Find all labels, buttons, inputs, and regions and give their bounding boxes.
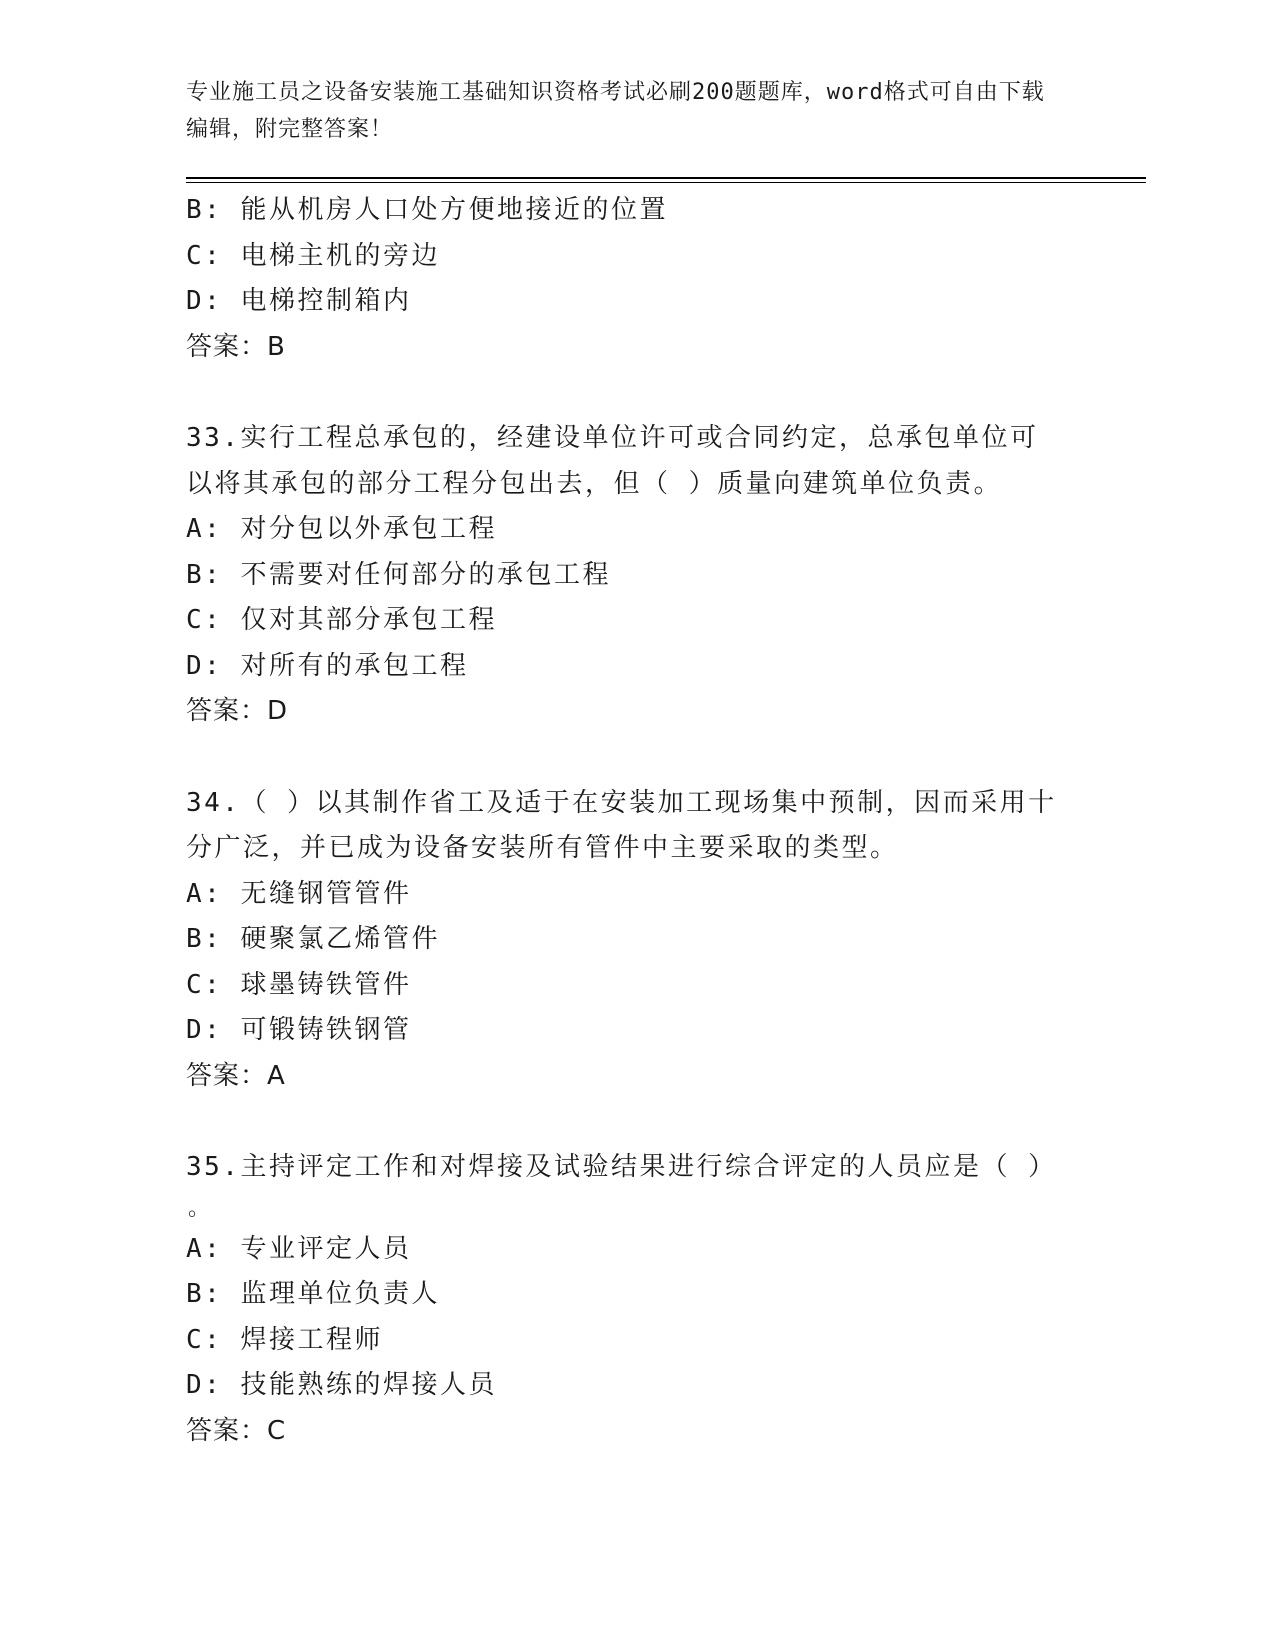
option-d: D: 电梯控制箱内 [186,286,412,316]
question-35 [186,1145,1086,1454]
option-b: B: 硬聚氯乙烯管件 [186,924,440,954]
header-rule-thick [186,177,1146,179]
answer: 答案：A [186,1060,286,1091]
option-c: C: 电梯主机的旁边 [186,240,440,271]
spacer [186,735,1086,781]
header-rule-thin [186,182,1146,183]
answer: 答案：C [186,1415,287,1446]
option-c: C: 仅对其部分承包工程 [186,605,497,635]
question-32-tail [186,188,1086,370]
option-a: A: 对分包以外承包工程 [186,514,497,544]
question-text: 33.实行工程总承包的，经建设单位许可或合同约定，总承包单位可以将其承包的部分工程分包出去，但（ ）质量向建筑单位负责。 [186,423,1039,499]
option-a: A: 专业评定人员 [186,1233,412,1264]
option-d: D: 可锻铸铁钢管 [186,1015,412,1045]
question-33 [186,416,1086,735]
answer: 答案：B [186,331,286,362]
question-list [186,188,1086,1454]
option-b: B: 不需要对任何部分的承包工程 [186,559,611,590]
option-b: B: 能从机房人口处方便地接近的位置 [186,195,668,225]
option-c: C: 焊接工程师 [186,1324,383,1355]
spacer [186,1099,1086,1145]
option-d: D: 对所有的承包工程 [186,650,469,681]
answer: 答案：D [186,696,289,726]
option-a: A: 无缝钢管管件 [186,878,412,909]
option-b: B: 监理单位负责人 [186,1279,440,1309]
question-text-tail: 。 [188,1195,211,1221]
document-header: 专业施工员之设备安装施工基础知识资格考试必刷200题题库，word格式可自由下载编辑，附完整答案！ [186,80,1045,142]
question-text: 34.（ ）以其制作省工及适于在安装加工现场集中预制，因而采用十分广泛，并已成为设备安装所有管件中主要采取的类型。 [186,787,1057,863]
option-c: C: 球墨铸铁管件 [186,969,412,1000]
question-34 [186,781,1086,1100]
option-d: D: 技能熟练的焊接人员 [186,1370,497,1400]
spacer [186,370,1086,416]
question-text: 35.主持评定工作和对焊接及试验结果进行综合评定的人员应是（ ） [186,1152,1057,1182]
